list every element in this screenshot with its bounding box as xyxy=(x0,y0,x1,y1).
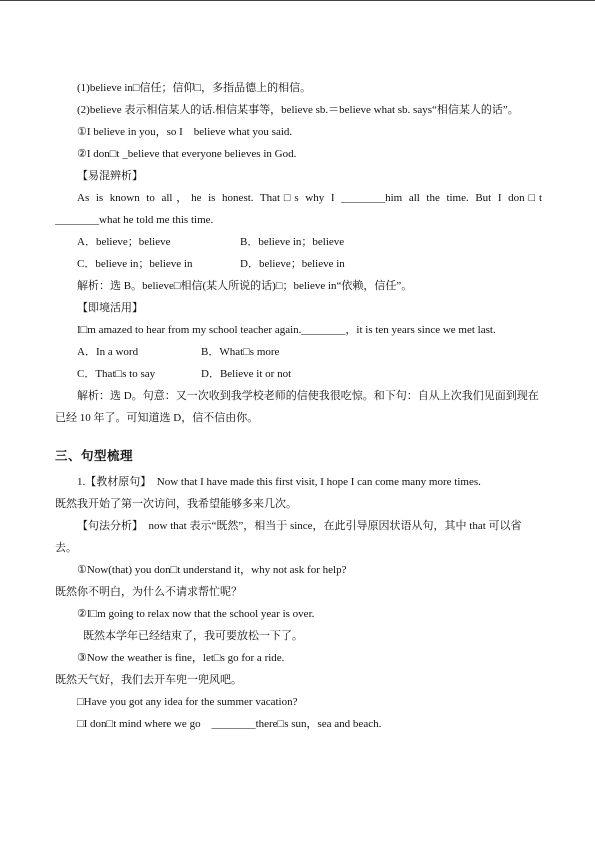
option-b: B．believe in；believe xyxy=(240,236,345,248)
question-text: I□m amazed to hear from my school teacher again.________，it is ten years since we met last. xyxy=(77,324,496,336)
option-c: C．believe in；believe in xyxy=(77,258,193,270)
translation-line: 既然你不明白，为什么不请求帮忙呢？ xyxy=(55,586,242,598)
section-label: 【易混辨析】 xyxy=(77,170,143,182)
example-sentence: ②I□m going to relax now that the school year is over. xyxy=(77,608,315,620)
example-sentence: ①Now(that) you don□t understand it，why not ask for help? xyxy=(77,564,347,576)
translation-line: 既然本学年已经结束了，我可要放松一下了。 xyxy=(83,630,303,642)
answer-explanation: 解析：选 B。believe□相信(某人所说的话)□；believe in“依赖，信任”。 xyxy=(77,280,413,292)
options-row xyxy=(55,253,542,275)
dialogue-line: □I don□t mind where we go ________there□s sun，sea and beach. xyxy=(77,718,382,730)
option-b: B．What□s more xyxy=(201,346,280,358)
option-a: A．believe；believe xyxy=(77,236,171,248)
section-label: 【即境活用】 xyxy=(77,302,143,314)
question-text: As is known to all，he is honest. That□s why I ________him all the time. But I don□t xyxy=(77,192,542,204)
syntax-analysis: 【句法分析】 now that 表示“既然”，相当于 since，在此引导原因状语从句，其中 that 可以省去。 xyxy=(55,520,522,554)
translation-line: 既然我开始了第一次访问，我希望能够多来几次。 xyxy=(55,498,297,510)
dialogue-line: □Have you got any idea for the summer vacation? xyxy=(77,696,298,708)
example-sentence: ②I don□t _believe that everyone believes in God. xyxy=(77,148,297,160)
section-heading: 三、句型梳理 xyxy=(55,449,134,463)
translation-line: 既然天气好，我们去开车兜一兜风吧。 xyxy=(55,674,242,686)
header-rule xyxy=(0,0,595,1)
option-d: D．Believe it or not xyxy=(201,368,292,380)
option-c: C．That□s to say xyxy=(77,368,156,380)
options-row xyxy=(55,231,542,253)
option-a: A．In a word xyxy=(77,346,139,358)
options-row xyxy=(55,341,542,363)
example-sentence: ③Now the weather is fine，let□s go for a ride. xyxy=(77,652,285,664)
answer-explanation: 解析：选 D。句意：又一次收到我学校老师的信使我很吃惊。和下句：自从上次我们见面到现在已经 10 年了。可知道选 D，信不信由你。 xyxy=(55,390,539,424)
example-sentence: ①I believe in you，so I believe what you said. xyxy=(77,126,293,138)
text-paragraph: (2)believe 表示相信某人的话.相信某事等，believe sb.＝believe what sb. says“相信某人的话”。 xyxy=(77,104,519,116)
question-text: ________what he told me this time. xyxy=(55,214,214,226)
document-body xyxy=(55,77,542,735)
textbook-sentence: 1.【教材原句】 Now that I have made this first visit, I hope I can come many more times. xyxy=(77,476,481,488)
text-line: (1)believe in□信任；信仰□，多指品德上的相信。 xyxy=(77,82,312,94)
options-row xyxy=(55,363,542,385)
option-d: D．believe；believe in xyxy=(240,258,345,270)
